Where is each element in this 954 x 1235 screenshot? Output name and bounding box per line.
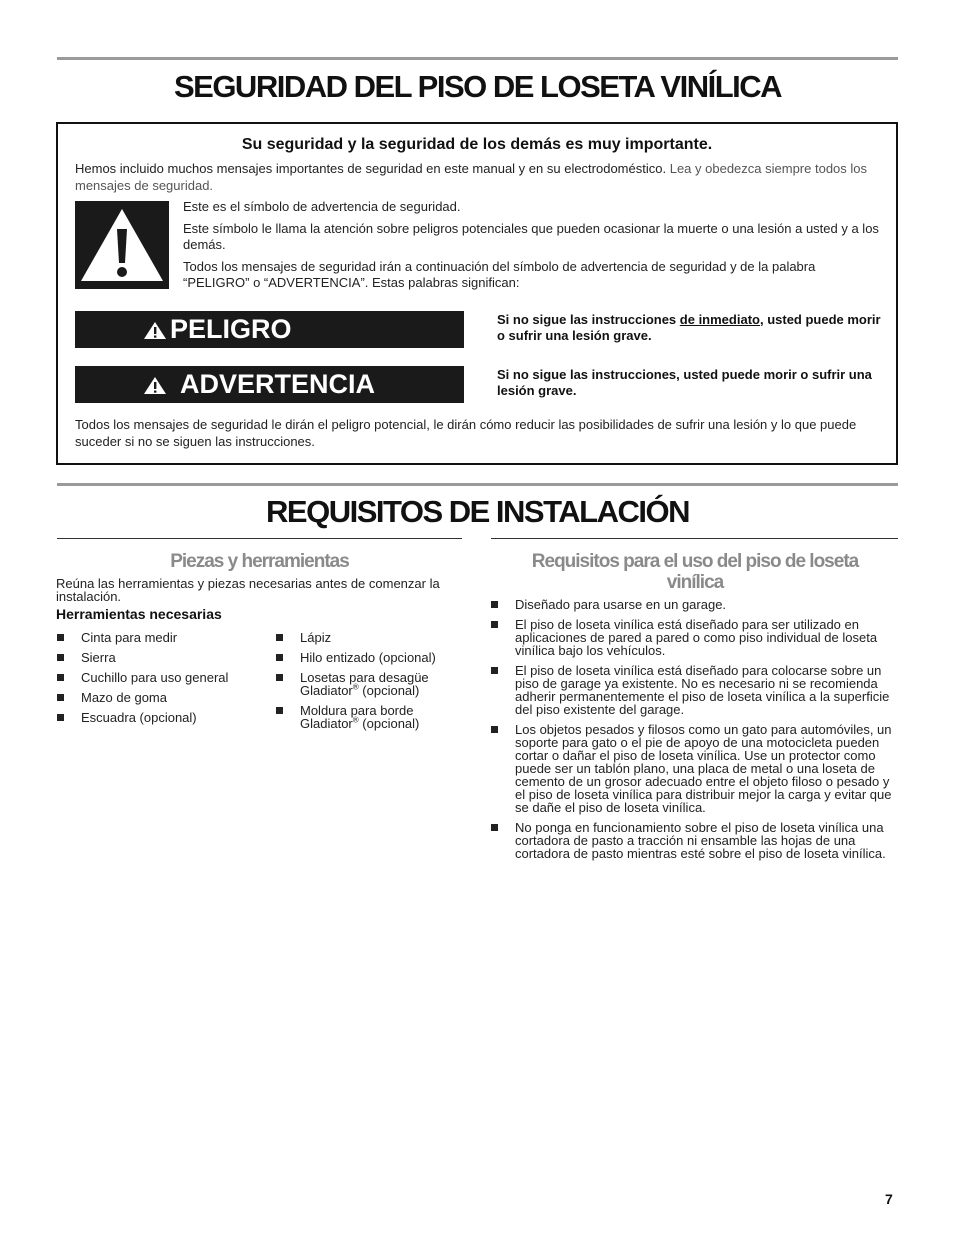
optional-note: (opcional) (362, 716, 420, 731)
list-item: Escuadra (opcional) (56, 711, 271, 724)
install-title: REQUISITOS DE INSTALACIÓN (266, 494, 689, 529)
list-item: Mazo de goma (56, 691, 271, 704)
list-item: El piso de loseta vinílica está diseñado para colocarse sobre un piso de garage ya existente. No es necesario ni se recomienda adherir permanentemente el piso de loseta vinílica a la superficie del piso existente del garage. (490, 664, 898, 716)
top-rule (57, 57, 898, 60)
list-item: Hilo entizado (opcional) (275, 651, 465, 664)
safety-outro: Todos los mensajes de seguridad le dirán el peligro potencial, le dirán cómo reducir las posibilidades de sufrir una lesión y lo que puede suceder si no se siguen las instrucciones. (75, 417, 857, 449)
list-item: Los objetos pesados y filosos como un gato para automóviles, un soporte para gato o el pie de apoyo de una motocicleta pueden cortar o dañar el piso de loseta vinílica. Use un protector como puede ser un tablón plano, una placa de metal o una loseta de cemento de un grosor adecuado entre el objeto filoso o pesado y el piso de loseta vinílica para distribuir mejor la carga y evitar que se dañe el piso de loseta vinílica. (490, 723, 898, 814)
tools-list-right (275, 631, 465, 730)
requirements-heading: Requisitos para el uso del piso de loseta vinílica (531, 551, 859, 593)
list-item: Cuchillo para uso general (56, 671, 271, 684)
list-item: No ponga en funcionamiento sobre el piso de loseta vinílica una cortadora de pasto a tracción ni ensamble las hojas de una cortadora de pasto mientras esté sobre el piso de loseta vinílica. (490, 821, 898, 860)
safety-intro-text: Hemos incluido muchos mensajes importantes de seguridad en este manual y en su electrodoméstico. (75, 161, 667, 176)
safety-intro-obey: Lea y obedezca siempre todos los mensajes de seguridad. (75, 161, 868, 193)
safety-headline: Su seguridad y la seguridad de los demás es muy importante. (241, 136, 713, 153)
list-item: Sierra (56, 651, 271, 664)
gladiator-brand: Gladiator (300, 683, 353, 698)
peligro-desc-end: , usted puede morir o sufrir una lesión grave. (497, 312, 881, 343)
peligro-desc-start: Si no sigue las instrucciones (497, 312, 680, 327)
drain-tiles-text: Losetas para desagüe (300, 670, 429, 685)
peligro-label: PELIGRO (170, 314, 292, 344)
left-column-rule (57, 538, 462, 539)
list-item: Lápiz (275, 631, 465, 644)
optional-note: (opcional) (362, 683, 420, 698)
parts-intro: Reúna las herramientas y piezas necesarias antes de comenzar la instalación. (56, 576, 440, 604)
advertencia-description: Si no sigue las instrucciones, usted puede morir o sufrir una lesión grave. (497, 367, 872, 398)
advertencia-label: ADVERTENCIA (180, 369, 376, 399)
gladiator-brand: Gladiator (300, 716, 353, 731)
peligro-desc-underline: de inmediato (679, 312, 760, 327)
list-item: Diseñado para usarse en un garage. (490, 598, 898, 611)
symbol-text-2: Este símbolo le llama la atención sobre peligros potenciales que pueden ocasionar la muerte o una lesión a usted y a los demás. (183, 221, 879, 252)
list-item (275, 704, 465, 730)
safety-title: SEGURIDAD DEL PISO DE LOSETA VINÍLICA (173, 69, 782, 104)
list-item: Cinta para medir (56, 631, 271, 644)
safety-box (56, 122, 898, 465)
safety-intro (75, 160, 885, 194)
symbol-text-3: Todos los mensajes de seguridad irán a continuación del símbolo de advertencia de seguridad y de la palabra “PELIGRO” o “ADVERTENCIA”. Estas palabras significan: (183, 259, 816, 290)
peligro-alert-icon (143, 321, 167, 340)
right-column-rule (491, 538, 898, 539)
advertencia-banner (75, 366, 464, 403)
advertencia-alert-icon (143, 376, 167, 395)
peligro-description (497, 312, 887, 344)
edge-molding-text: Moldura para borde (300, 703, 414, 718)
install-rule (57, 483, 898, 486)
peligro-banner (75, 311, 464, 348)
tools-heading: Herramientas necesarias (56, 606, 222, 622)
registered-mark: ® (352, 715, 359, 725)
parts-heading: Piezas y herramientas (170, 551, 349, 572)
safety-alert-icon (75, 201, 169, 289)
list-item: El piso de loseta vinílica está diseñado para ser utilizado en aplicaciones de pared a pared o como piso individual de loseta vinílica bajo los vehículos. (490, 618, 898, 657)
list-item (275, 671, 465, 697)
symbol-text-1: Este es el símbolo de advertencia de seguridad. (183, 199, 461, 214)
page-number: 7 (885, 1191, 893, 1207)
requirements-list (490, 598, 898, 860)
registered-mark: ® (352, 682, 359, 692)
tools-list-left (56, 631, 271, 724)
